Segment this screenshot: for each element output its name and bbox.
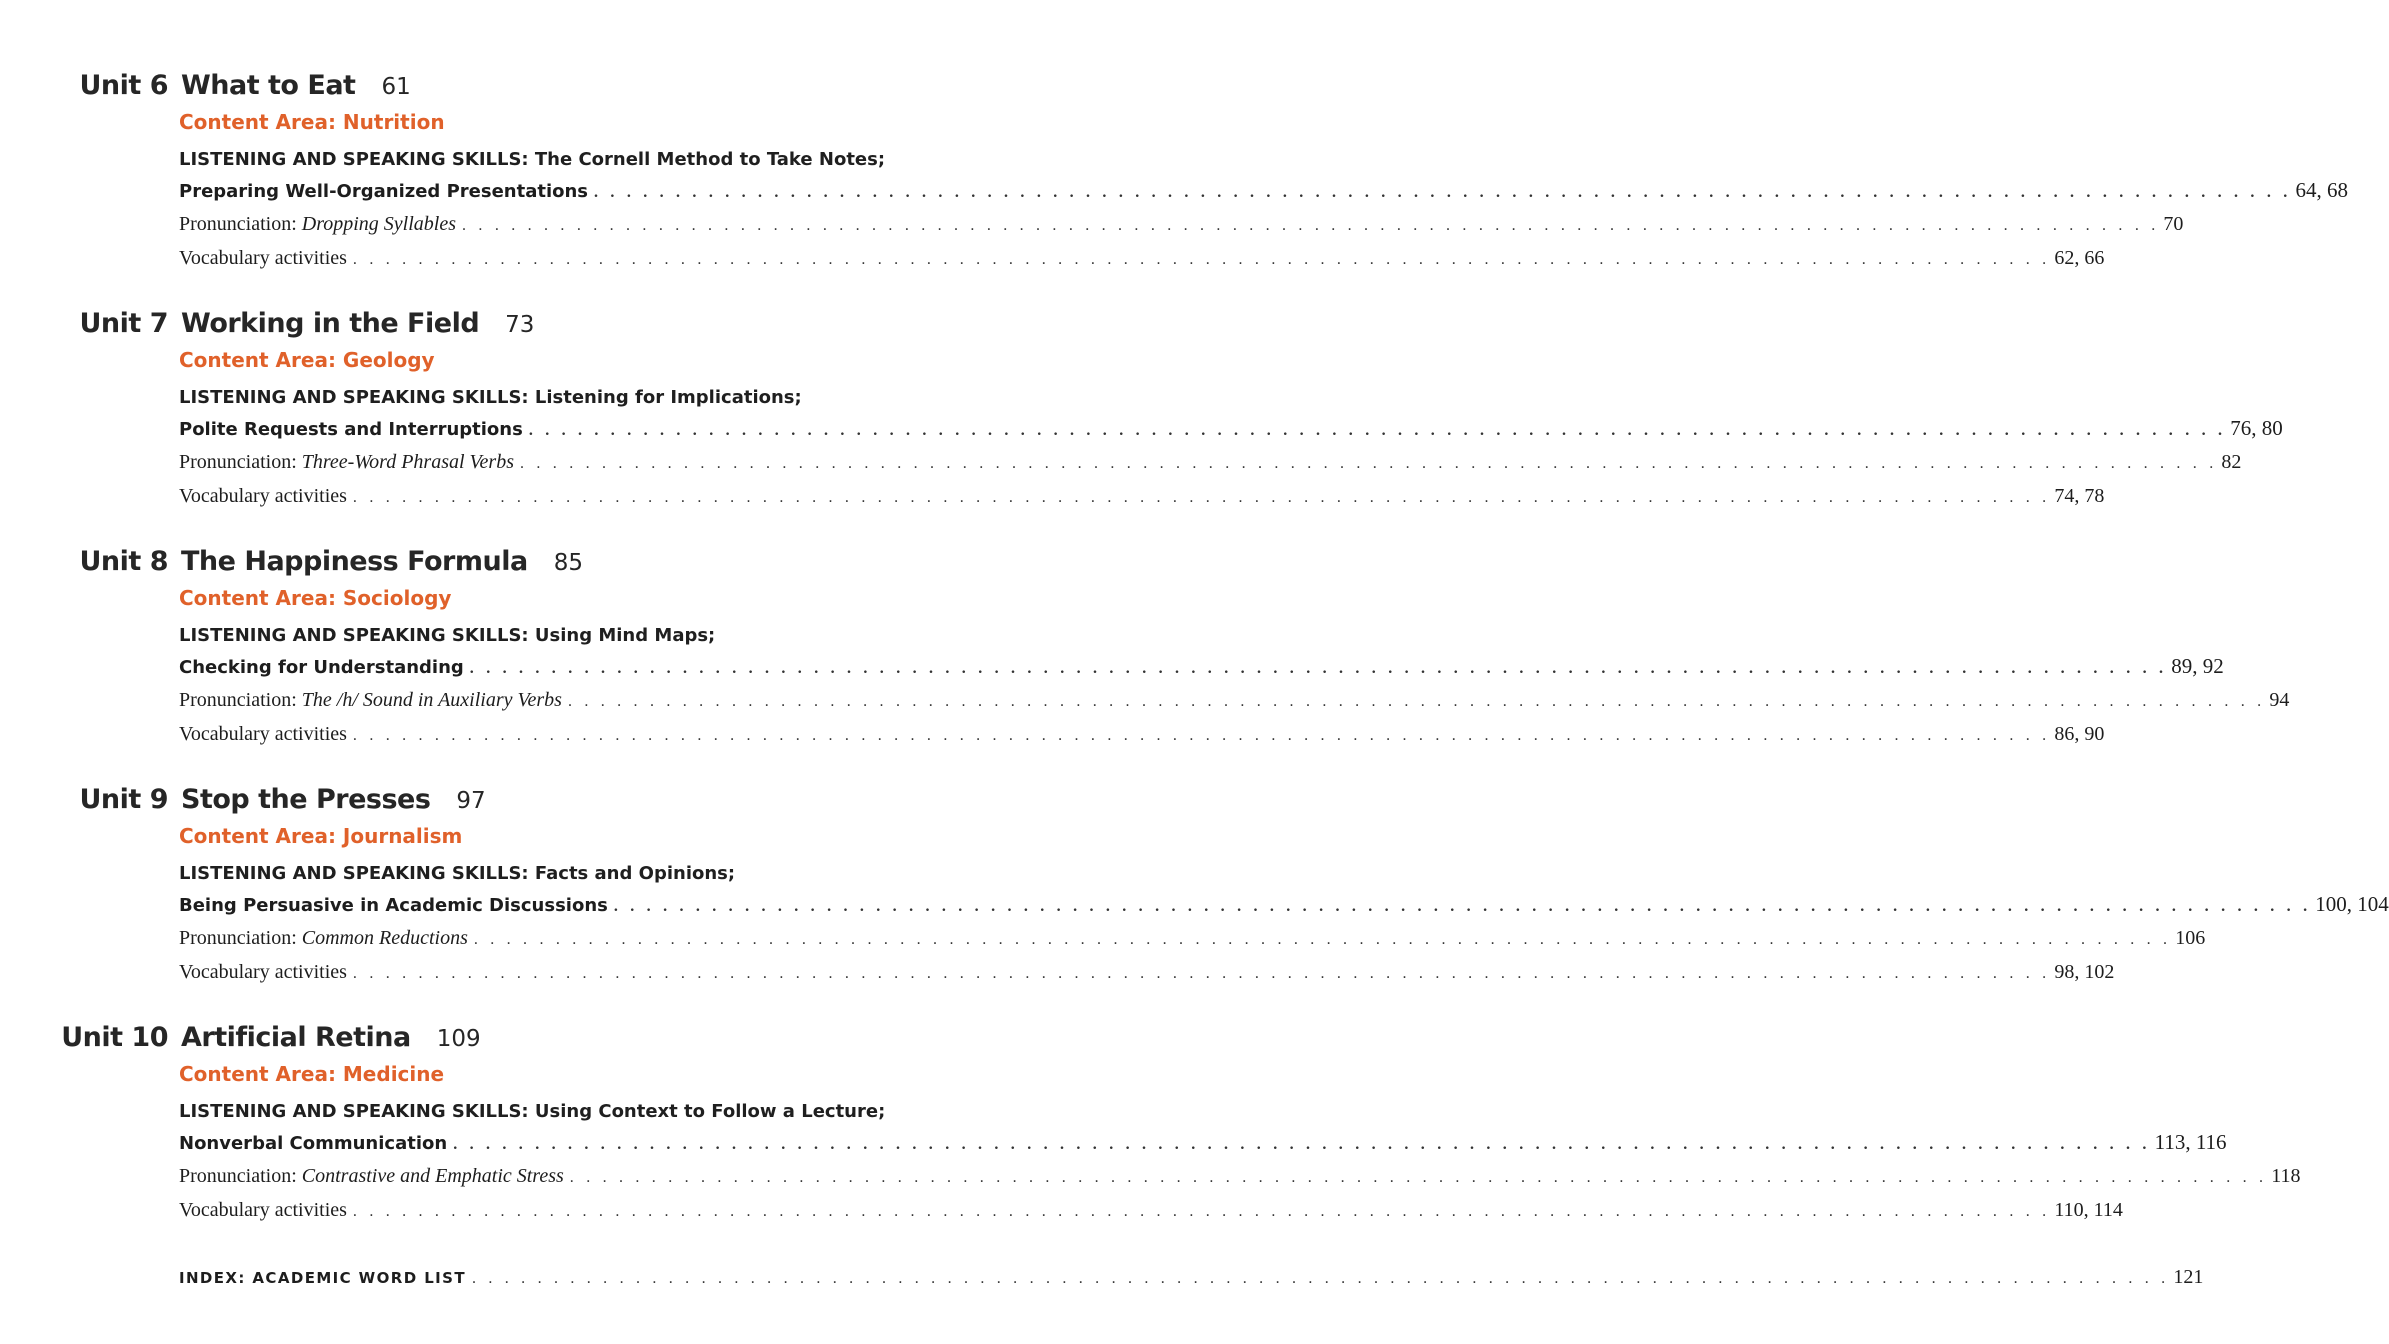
vocabulary-label: Vocabulary activities [179,961,347,983]
dot-leader: . . . . . . . . . . . . . . . . . . . . . . . . . . . . . . . . . . . . . . . . . . . . . . . . . . . . . . . . . . . . . . . . . . . . . . . . . . . . . . . . . . . . . . . . . . . . . . . . . . . . . . . . [613,898,2312,915]
dot-leader: . . . . . . . . . . . . . . . . . . . . . . . . . . . . . . . . . . . . . . . . . . . . . . . . . . . . . . . . . . . . . . . . . . . . . . . . . . . . . . . . . . . . . . . . . . . . . . . . . . . . . . . . [567,693,2266,710]
unit-9-section [0,784,2389,983]
pronunciation-topic: Dropping Syllables [301,213,457,235]
skills-heading: LISTENING AND SPEAKING SKILLS: Using Mind Maps; [179,625,716,646]
pronunciation-label [179,213,456,236]
unit-title-link[interactable] [181,1022,481,1053]
dot-leader: . . . . . . . . . . . . . . . . . . . . . . . . . . . . . . . . . . . . . . . . . . . . . . . . . . . . . . . . . . . . . . . . . . . . . . . . . . . . . . . . . . . . . . . . . . . . . . . . . . . . . . . . [528,422,2227,439]
vocabulary-entry[interactable] [179,1199,2123,1222]
skills-entry[interactable] [179,892,2389,917]
vocabulary-label: Vocabulary activities [179,247,347,269]
pronunciation-entry[interactable] [179,213,2184,236]
skills-pages: 113, 116 [2154,1130,2227,1154]
unit-title: Stop the Presses [181,784,431,815]
pronunciation-entry[interactable] [179,1165,2301,1188]
pronunciation-entry[interactable] [179,451,2242,474]
vocabulary-entry[interactable] [179,485,2105,508]
skills-pages: 89, 92 [2171,654,2224,678]
pronunciation-page: 94 [2269,689,2290,711]
unit-title: The Happiness Formula [181,546,528,577]
index-page: 121 [2173,1266,2204,1288]
dot-leader: . . . . . . . . . . . . . . . . . . . . . . . . . . . . . . . . . . . . . . . . . . . . . . . . . . . . . . . . . . . . . . . . . . . . . . . . . . . . . . . . . . . . . . . . . . . . . . . . . . . . . . . . [352,489,2051,506]
pronunciation-prefix: Pronunciation: [179,451,302,473]
unit-page-number: 73 [505,312,535,338]
unit-heading [0,70,1136,112]
vocabulary-label: Vocabulary activities [179,723,347,745]
dot-leader: . . . . . . . . . . . . . . . . . . . . . . . . . . . . . . . . . . . . . . . . . . . . . . . . . . . . . . . . . . . . . . . . . . . . . . . . . . . . . . . . . . . . . . . . . . . . . . . . . . . . . . . . [453,1136,2151,1153]
skills-heading: LISTENING AND SPEAKING SKILLS: Listening for Implications; [179,387,802,408]
pronunciation-topic: Contrastive and Emphatic Stress [301,1165,564,1187]
skills-pages: 100, 104 [2315,892,2389,916]
unit-7-section [0,308,2283,507]
pronunciation-prefix: Pronunciation: [179,689,302,711]
dot-leader: . . . . . . . . . . . . . . . . . . . . . . . . . . . . . . . . . . . . . . . . . . . . . . . . . . . . . . . . . . . . . . . . . . . . . . . . . . . . . . . . . . . . . . . . . . . . . . . . . . . . . . . . [352,251,2051,268]
pronunciation-label [179,689,562,712]
unit-label: Unit 6 [79,70,168,101]
unit-title-link[interactable] [181,70,411,101]
vocabulary-label: Vocabulary activities [179,1199,347,1221]
unit-title: Artificial Retina [181,1022,411,1053]
unit-page-number: 61 [381,74,411,100]
vocabulary-entry[interactable] [179,247,2105,270]
content-area: Content Area: Geology [179,348,435,372]
pronunciation-topic: Common Reductions [301,927,468,949]
dot-leader: . . . . . . . . . . . . . . . . . . . . . . . . . . . . . . . . . . . . . . . . . . . . . . . . . . . . . . . . . . . . . . . . . . . . . . . . . . . . . . . . . . . . . . . . . . . . . . . . . . . . . . . . [520,455,2218,472]
unit-page-number: 85 [553,550,583,576]
pronunciation-page: 118 [2271,1165,2301,1187]
dot-leader: . . . . . . . . . . . . . . . . . . . . . . . . . . . . . . . . . . . . . . . . . . . . . . . . . . . . . . . . . . . . . . . . . . . . . . . . . . . . . . . . . . . . . . . . . . . . . . . . . . . . . . . . [469,660,2168,677]
unit-heading [0,1022,1136,1064]
skills-label: Preparing Well-Organized Presentations [179,181,589,202]
skills-entry[interactable] [179,654,2224,679]
vocabulary-pages: 74, 78 [2054,485,2105,507]
skills-entry[interactable] [179,178,2348,203]
index-label: INDEX: ACADEMIC WORD LIST [179,1269,466,1287]
content-area: Content Area: Nutrition [179,110,445,134]
skills-heading: LISTENING AND SPEAKING SKILLS: Facts and Opinions; [179,863,736,884]
pronunciation-topic: Three-Word Phrasal Verbs [301,451,514,473]
skills-pages: 64, 68 [2295,178,2348,202]
unit-title-link[interactable] [181,546,583,577]
skills-heading: LISTENING AND SPEAKING SKILLS: The Cornell Method to Take Notes; [179,149,886,170]
skills-label: Being Persuasive in Academic Discussions [179,895,608,916]
unit-title: Working in the Field [181,308,480,339]
unit-title: What to Eat [181,70,356,101]
pronunciation-entry[interactable] [179,689,2290,712]
vocabulary-pages: 98, 102 [2054,961,2115,983]
unit-10-section [0,1022,2301,1221]
unit-title-link[interactable] [181,308,534,339]
unit-title-link[interactable] [181,784,486,815]
unit-label: Unit 10 [61,1022,168,1053]
index-entry[interactable] [179,1266,2204,1289]
vocabulary-pages: 86, 90 [2054,723,2105,745]
unit-8-section [0,546,2290,745]
skills-heading: LISTENING AND SPEAKING SKILLS: Using Context to Follow a Lecture; [179,1101,886,1122]
skills-entry[interactable] [179,1130,2227,1155]
dot-leader: . . . . . . . . . . . . . . . . . . . . . . . . . . . . . . . . . . . . . . . . . . . . . . . . . . . . . . . . . . . . . . . . . . . . . . . . . . . . . . . . . . . . . . . . . . . . . . . . . . . . . . . . [352,727,2051,744]
pronunciation-label [179,927,468,950]
pronunciation-prefix: Pronunciation: [179,213,302,235]
vocabulary-pages: 62, 66 [2054,247,2105,269]
dot-leader: . . . . . . . . . . . . . . . . . . . . . . . . . . . . . . . . . . . . . . . . . . . . . . . . . . . . . . . . . . . . . . . . . . . . . . . . . . . . . . . . . . . . . . . . . . . . . . . . . . . . . . . . [569,1169,2268,1186]
pronunciation-page: 106 [2175,927,2206,949]
skills-label: Checking for Understanding [179,657,464,678]
vocabulary-entry[interactable] [179,723,2105,746]
unit-label: Unit 7 [79,308,168,339]
vocabulary-pages: 110, 114 [2054,1199,2123,1221]
skills-pages: 76, 80 [2230,416,2283,440]
skills-entry[interactable] [179,416,2283,441]
pronunciation-topic: The /h/ Sound in Auxiliary Verbs [301,689,562,711]
unit-page-number: 109 [436,1026,481,1052]
dot-leader: . . . . . . . . . . . . . . . . . . . . . . . . . . . . . . . . . . . . . . . . . . . . . . . . . . . . . . . . . . . . . . . . . . . . . . . . . . . . . . . . . . . . . . . . . . . . . . . . . . . . . . . . [471,1270,2170,1287]
unit-page-number: 97 [456,788,486,814]
pronunciation-page: 82 [2221,451,2242,473]
dot-leader: . . . . . . . . . . . . . . . . . . . . . . . . . . . . . . . . . . . . . . . . . . . . . . . . . . . . . . . . . . . . . . . . . . . . . . . . . . . . . . . . . . . . . . . . . . . . . . . . . . . . . . . . [352,1203,2051,1220]
dot-leader: . . . . . . . . . . . . . . . . . . . . . . . . . . . . . . . . . . . . . . . . . . . . . . . . . . . . . . . . . . . . . . . . . . . . . . . . . . . . . . . . . . . . . . . . . . . . . . . . . . . . . . . . [462,217,2160,234]
unit-label: Unit 8 [79,546,168,577]
dot-leader: . . . . . . . . . . . . . . . . . . . . . . . . . . . . . . . . . . . . . . . . . . . . . . . . . . . . . . . . . . . . . . . . . . . . . . . . . . . . . . . . . . . . . . . . . . . . . . . . . . . . . . . . [352,965,2051,982]
unit-heading [0,546,1136,588]
vocabulary-label: Vocabulary activities [179,485,347,507]
content-area: Content Area: Sociology [179,586,452,610]
unit-heading [0,308,1136,350]
vocabulary-entry[interactable] [179,961,2115,984]
pronunciation-page: 70 [2163,213,2184,235]
unit-label: Unit 9 [79,784,168,815]
pronunciation-prefix: Pronunciation: [179,1165,302,1187]
content-area: Content Area: Medicine [179,1062,445,1086]
pronunciation-prefix: Pronunciation: [179,927,302,949]
unit-heading [0,784,1136,826]
skills-label: Polite Requests and Interruptions [179,419,523,440]
pronunciation-label [179,451,514,474]
content-area: Content Area: Journalism [179,824,463,848]
skills-label: Nonverbal Communication [179,1133,448,1154]
pronunciation-label [179,1165,564,1188]
dot-leader: . . . . . . . . . . . . . . . . . . . . . . . . . . . . . . . . . . . . . . . . . . . . . . . . . . . . . . . . . . . . . . . . . . . . . . . . . . . . . . . . . . . . . . . . . . . . . . . . . . . . . . . . [594,184,2292,201]
unit-6-section [0,70,2348,269]
pronunciation-entry[interactable] [179,927,2206,950]
dot-leader: . . . . . . . . . . . . . . . . . . . . . . . . . . . . . . . . . . . . . . . . . . . . . . . . . . . . . . . . . . . . . . . . . . . . . . . . . . . . . . . . . . . . . . . . . . . . . . . . . . . . . . . . [473,931,2172,948]
